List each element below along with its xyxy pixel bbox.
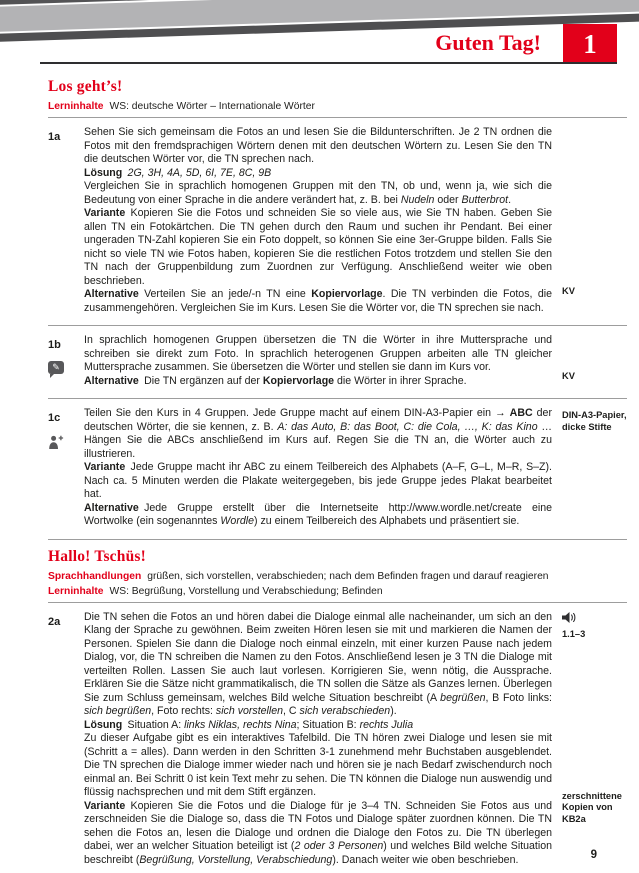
chapter-header xyxy=(0,0,639,66)
paragraph: Die TN sehen die Fotos an und hören dabei die Dialoge einmal alle nacheinander, um sich an den Klang der Sprache zu gewöhnen. Beim zweiten Hören lesen sie mit und markieren die Namen der Personen. Spielen Sie dann die Dialoge noch einmal einzeln, mit einer kurzen Pause nach jedem Dialog, vor, die TN schreiben die Namen zu den Fotos. Anschließend lesen je 3 TN die Dialoge mit verteilten Rollen. Lassen Sie auch laut vorlesen. Korrigieren Sie, wenn nötig, die Aussprache. Erklären Sie die Sätze nicht grammatikalisch, die TN sollen die Sätze als Ganzes lernen. Überlegen Sie zum Schluss gemeinsam, welches Bild welche Situation beschreibt (A begrüßen, B Foto links: sich begrüßen, Foto rechts: sich vorstellen, C sich verabschieden). xyxy=(84,610,552,717)
activity-number: 2a xyxy=(48,615,61,628)
meta-label-lerninhalte: Lerninhalte xyxy=(48,101,104,112)
margin-column xyxy=(552,126,627,315)
activity-text xyxy=(84,407,552,529)
activity-block-1b xyxy=(48,330,627,394)
margin-column xyxy=(552,407,627,529)
margin-note-copies: zerschnittene Kopien von KB2a xyxy=(562,790,622,824)
paragraph: Variante Jede Gruppe macht ihr ABC zu einem Teilbereich des Alphabets (A–F, G–L, M–R, S–Z). Nach ca. 5 Minuten werden die Plakate weitergegeben, bis jede Gruppe jedes Plakat bearbeitet hat. xyxy=(84,461,552,500)
paragraph: Variante Kopieren Sie die Fotos und schneiden Sie so viele aus, wie Sie TN haben. Geben Sie allen TN ein Fotokärtchen. Die TN gehen durch den Raum und suchen ihr Pendant. Bei einer ungeraden TN-Zahl kopieren Sie ein Foto doppelt, so können Sie eine 3er-Gruppe bilden. Falls Sie nicht so viele TN wie Fotos haben, kopieren Sie die restlichen Fotos trotzdem und stellen Sie den TN nach der Gruppenbildung zum Zuordnen zur Verfügung. Anschließend weiter wie oben beschrieben. xyxy=(84,207,552,287)
margin-note-material: DIN-A3-Papier, dicke Stifte xyxy=(562,410,627,432)
audio-track-note xyxy=(562,611,627,641)
meta-label-sprachhandlungen: Sprachhandlungen xyxy=(48,570,142,582)
page-number: 9 xyxy=(590,849,597,861)
separator-rule xyxy=(48,398,627,399)
paragraph: Lösung Situation A: links Niklas, rechts Nina; Situation B: rechts Julia xyxy=(84,718,414,731)
margin-column xyxy=(552,611,627,868)
chapter-title: Guten Tag! xyxy=(435,30,541,55)
page-content xyxy=(48,70,627,873)
paragraph: Teilen Sie den Kurs in 4 Gruppen. Jede Gruppe macht auf einem DIN-A3-Papier ein → ABC der deutschen Wörter, die sie kennen, z. B. A: das Auto, B: das Boot, C: die Cola, …, K: das Kino … Hängen Sie die ABCs anschließend im Kurs auf. Regen Sie die TN an, die Wörter auch zu illustrieren. xyxy=(84,407,552,460)
activity-text xyxy=(84,126,552,315)
activity-number: 1c xyxy=(48,412,61,424)
separator-rule xyxy=(48,539,627,540)
margin-column xyxy=(552,334,627,388)
activity-block-2a xyxy=(48,607,627,873)
section-title-los-gehts: Los geht’s! xyxy=(48,78,123,95)
separator-rule xyxy=(48,325,627,326)
separator-rule xyxy=(48,117,627,118)
activity-number: 1b xyxy=(48,339,61,351)
meta-label-lerninhalte: Lerninhalte xyxy=(48,585,104,597)
pencil-glyph: ✎ xyxy=(52,362,60,372)
margin-note-kv: KV xyxy=(562,370,575,381)
paragraph: Alternative Verteilen Sie an jede/-n TN eine Kopiervorlage. Die TN verbinden die Fotos, die zusammengehören. Vergleichen Sie im Kurs. Lesen Sie die Wörter vor, die TN sprechen sie nach. xyxy=(84,288,552,314)
chapter-number: 1 xyxy=(583,28,597,59)
paragraph: In sprachlich homogenen Gruppen übersetzen die TN die Wörter in ihre Muttersprache und schreiben sie direkt zum Foto. In sprachlich heterogenen Gruppen arbeiten alle TN gleicher Muttersprache zusammen. Sie übersetzen die Wörter und stellen sie dann im Kurs vor. xyxy=(84,334,552,373)
header-rule xyxy=(40,62,617,64)
activity-block-1a xyxy=(48,122,627,321)
paragraph: Variante Kopieren Sie die Fotos und die Dialoge für je 3–4 TN. Schneiden Sie Fotos aus und zerschneiden Sie die Dialoge so, dass die TN Fotos und Dialoge später zuordnen können. Die TN sehen die Fotos an, lesen die Dialoge und ordnen die Dialoge den Fotos zu. Die TN überlegen dabei, wer an welcher Situation beteiligt ist (2 oder 3 Personen) und welches Bild welche Situation beschreibt (Begrüßung, Vorstellung, Verabschiedung). Danach weiter wie oben beschrieben. xyxy=(84,799,553,866)
chapter-number-badge xyxy=(563,24,617,64)
section2-meta-lerninhalte xyxy=(48,585,627,598)
activity-number-column xyxy=(48,611,84,868)
section2-meta-sprachhandlungen xyxy=(48,570,627,583)
audio-track-label: 1.1–3 xyxy=(562,629,586,639)
activity-text xyxy=(84,611,552,868)
separator-rule xyxy=(48,602,627,603)
paragraph: Alternative Die TN ergänzen auf der Kopiervorlage die Wörter in ihrer Sprache. xyxy=(84,374,467,387)
margin-note-kv: KV xyxy=(562,285,575,296)
meta-text: grüßen, sich vorstellen, verabschieden; nach dem Befinden fragen und darauf reagieren xyxy=(147,570,549,582)
section1-meta xyxy=(48,100,627,113)
activity-block-1c xyxy=(48,403,627,535)
meta-text: WS: Begrüßung, Vorstellung und Verabschiedung; Befinden xyxy=(109,585,383,597)
writing-icon xyxy=(48,361,64,374)
activity-number-column xyxy=(48,126,84,315)
paragraph: Alternative Jede Gruppe erstellt über die Internetseite http://www.wordle.net/create eine Wortwolke (ein sogenanntes Wordle) zu einem Teilbereich des Alphabets und präsentiert sie. xyxy=(84,501,552,527)
activity-number-column xyxy=(48,407,84,529)
meta-text: WS: deutsche Wörter – Internationale Wörter xyxy=(109,101,315,112)
paragraph: Zu dieser Aufgabe gibt es ein interaktives Tafelbild. Die TN hören zwei Dialoge und lesen sie mit (Schritt a = alles). Dann werden in den Schritten 3-1 zunehmend mehr Buchstaben ausgeblendet. Die TN sprechen die Dialoge immer wieder nach und hören sie je nach Bedarf zwischendurch noch einmal an. Bei Schritt 0 ist kein Text mehr zu sehen. Die TN können die Dialoge nun auswendig und flüssig nachsprechen und mit dem Stift ergänzen. xyxy=(84,732,552,798)
paragraph: Vergleichen Sie in sprachlich homogenen Gruppen mit den TN, ob und, wenn ja, wie sich die Bedeutung von einer Sprache in die andere verändert hat, z. B. bei Nudeln oder Butterbrot. xyxy=(84,180,552,206)
section-title-hallo-tschuess: Hallo! Tschüs! xyxy=(48,547,146,565)
group-work-icon xyxy=(48,435,64,449)
activity-text xyxy=(84,334,552,388)
activity-number-column xyxy=(48,334,84,388)
paragraph: Lösung 2G, 3H, 4A, 5D, 6I, 7E, 8C, 9B xyxy=(84,166,272,179)
activity-number: 1a xyxy=(48,131,61,143)
speaker-icon xyxy=(562,611,577,624)
paragraph: Sehen Sie sich gemeinsam die Fotos an und lesen Sie die Bildunterschriften. Je 2 TN ordnen die Fotos mit den fremdsprachigen Wörtern denen mit den deutschen Wörtern zu. Lesen Sie den TN die deutschen Wörter vor, die TN sprechen nach. xyxy=(84,126,552,165)
